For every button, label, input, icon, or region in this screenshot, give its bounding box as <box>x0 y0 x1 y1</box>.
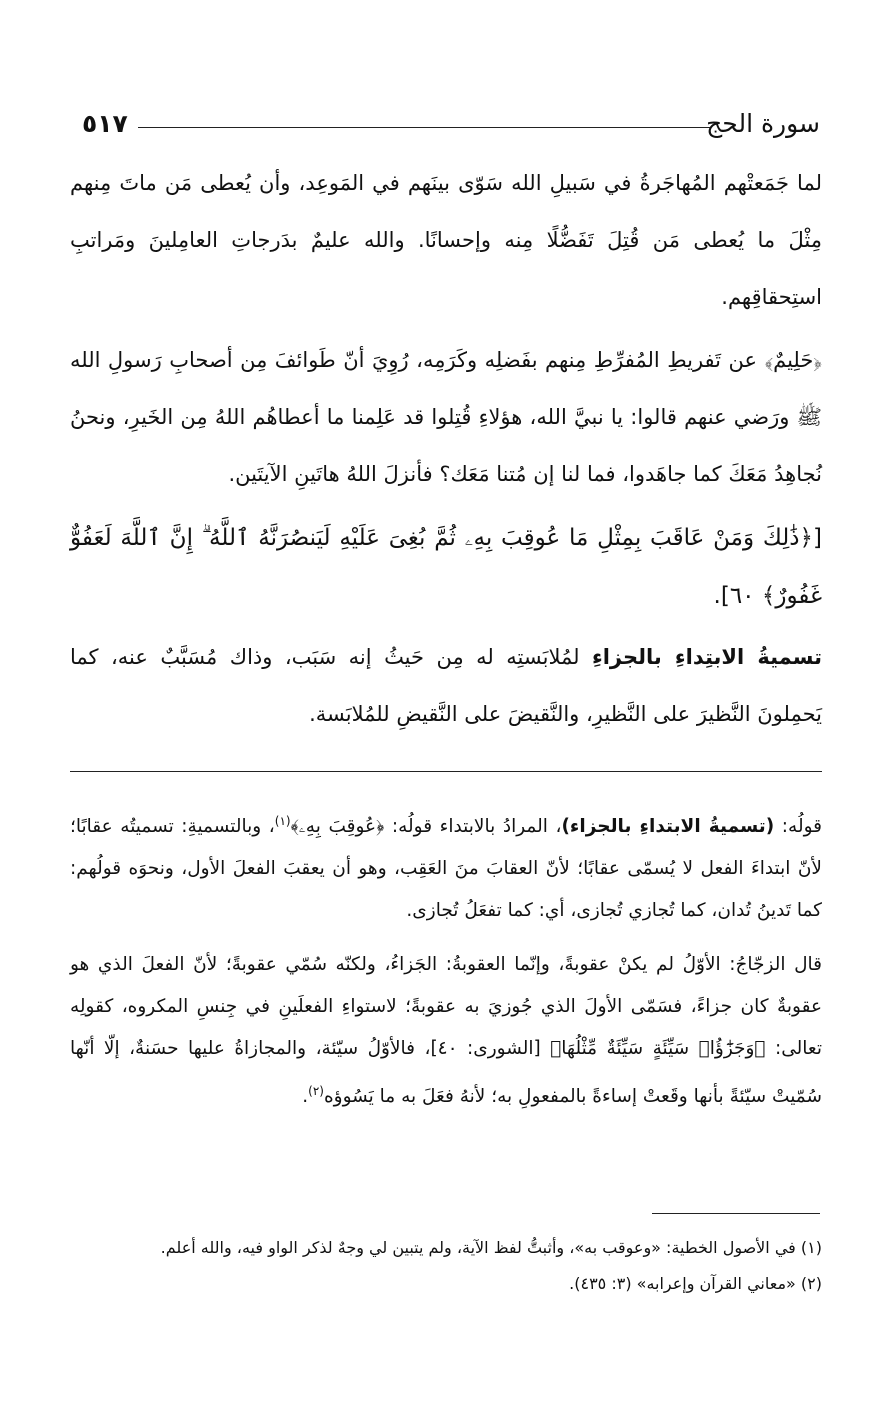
commentary-paragraph-2 <box>70 944 822 1118</box>
footnote-ref-2[interactable]: (٢) <box>308 1084 324 1099</box>
commentary-section <box>70 800 822 1118</box>
commentary-1-text-b: ، وبالتسميةِ: تسميتُه عقابًا؛ لأنّ ابتداءَ الفعل لا يُسمّى عقابًا؛ لأنّ العقابَ منَ العَقِب، وهو أن يعقبَ الفعلَ الأول، ونحوَه قولُهم: كما تَدينُ تُدان، كما تُجازي تُجازى، أي: كما تفعَلُ تُجازى. <box>70 816 822 922</box>
surah-title: سورة الحج <box>706 109 820 138</box>
main-paragraph-3 <box>70 629 822 743</box>
footnote-divider <box>652 1213 820 1214</box>
footnote-ref-1[interactable]: (١) <box>274 814 291 828</box>
footnotes-section <box>70 1230 822 1302</box>
main-paragraph-2: ﴿حَلِيمٌ﴾ عن تَفريطِ المُفرِّطِ مِنهم بفَضلِه وكَرَمِه، رُوِيَ أنّ طَوائفَ مِن أصحابِ رَسولِ الله ﷺ ورَضي عنهم قالوا: يا نبيَّ الله، هؤلاءِ قُتِلوا قد عَلِمنا ما أعطاهُم اللهُ مِن الخَيرِ، ونحنُ نُجاهِدُ مَعَكَ كما جاهَدوا، فما لنا إن مُتنا مَعَك؟ فأنزلَ اللهُ هاتَينِ الآيتَين. <box>70 348 822 486</box>
main-text <box>70 155 822 743</box>
commentary-1-text-a: ، المرادُ بالابتداء قولُه: ﴿عُوقِبَ بِهِۦ﴾ <box>290 816 562 838</box>
page-header <box>82 104 820 150</box>
commentary-2-text: قال الزجّاجُ: الأوّلُ لم يكنْ عقوبةً، وإنّما العقوبةُ: الجَزاءُ، ولكنّه سُمّي عقوبةً؛ لأنّ الفعلَ الذي هو عقوبةٌ كان جزاءً، فسَمّى الأولَ الذي جُوزيَ به عقوبةً؛ لاستواءِ الفعلَينِ في جِنسِ المكروه، كقولِه تعالى: ﴿وَجَزَٰٓؤُا۟ سَيِّئَةٍ سَيِّئَةٌ مِّثْلُهَا﴾ [الشورى: ٤٠]، فالأوّلُ سيّئة، والمجازاةُ عليها حسَنةٌ، إلّا أنّها سُمّيتْ سيّئةً بأنها وقَعتْ إساءةً بالمفعولِ به؛ لأنهُ فعَلَ به ما يَسُوؤه <box>70 954 822 1108</box>
quran-verse: [﴿ذَٰلِكَ وَمَنْ عَاقَبَ بِمِثْلِ مَا عُوقِبَ بِهِۦ ثُمَّ بُغِىَ عَلَيْهِ لَيَنصُرَنَّهُ ٱللَّهُ ۗ إِنَّ ٱللَّهَ لَعَفُوٌّ غَفُورٌ﴾ ٦٠]. <box>70 525 822 609</box>
commentary-divider <box>70 771 822 772</box>
paragraph-3-heading: تسميةُ الابتِداءِ بالجزاءِ <box>592 645 822 669</box>
commentary-2-end: . <box>302 1086 309 1108</box>
footnote-2: (٢) «معاني القرآن وإعرابه» (٣: ٤٣٥). <box>569 1274 822 1293</box>
commentary-1-heading: (تسميةُ الابتداءِ بالجزاء) <box>561 816 775 838</box>
paragraph-3-text: لمُلابَستِه له مِن حَيثُ إنه سَبَب، وذاك مُسَبَّبٌ عنه، كما يَحمِلونَ النَّظيرَ على النَّظيرِ، والنَّقيضَ على النَّقيضِ للمُلابَسة. <box>70 645 822 726</box>
commentary-1-intro: قولُه: <box>774 816 822 838</box>
footnote-1: (١) في الأصول الخطية: «وعوقب به»، وأثبتُّ لفظ الآية، ولم يتبين لي وجهٌ لذكر الواو فيه، والله أعلم. <box>160 1238 822 1257</box>
header-divider <box>138 127 710 128</box>
page-number: ٥١٧ <box>82 109 128 138</box>
main-paragraph-1: لما جَمَعتْهم المُهاجَرةُ في سَبيلِ الله سَوّى بينَهم في المَوعِد، وأن يُعطى مَن ماتَ مِنهم مِثْلَ ما يُعطى مَن قُتِلَ تَفَضُّلًا مِنه وإحسانًا. والله عليمٌ بدَرجاتِ العامِلينَ ومَراتبِ استِحقاقِهم. <box>70 171 822 309</box>
commentary-paragraph-1 <box>70 800 822 932</box>
